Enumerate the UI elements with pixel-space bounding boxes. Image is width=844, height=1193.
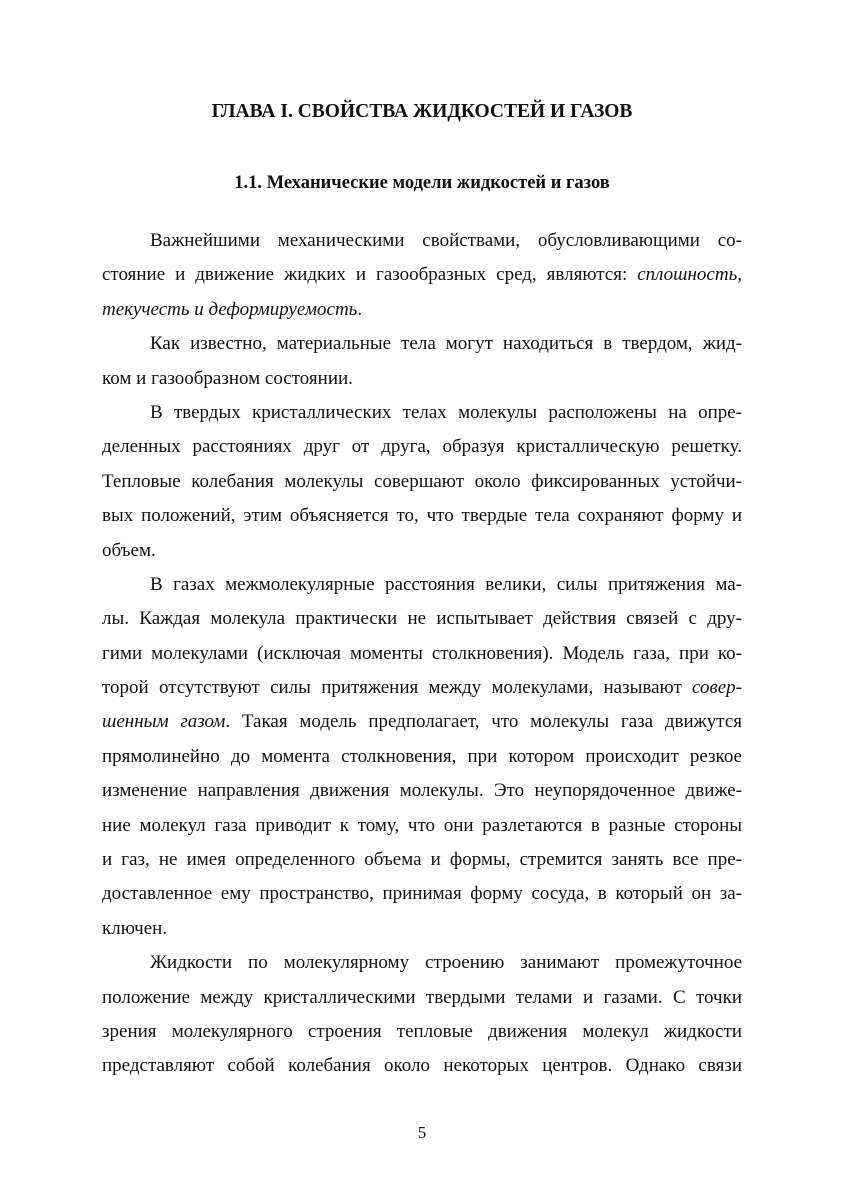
- text-line: и газ, не имея определенного объема и формы, стремится занять все пре-: [102, 849, 742, 871]
- italic-term: текучесть и деформируемость: [102, 298, 358, 320]
- text-line: деленных расстояниях друг от друга, образуя кристаллическую решетку.: [102, 436, 742, 458]
- text-line: изменение направления движения молекулы. Это неупорядоченное движе-: [102, 780, 742, 802]
- text-line: ключен.: [102, 917, 168, 939]
- text-line: В твердых кристаллических телах молекулы расположены на опре-: [150, 401, 742, 423]
- italic-term: сплошность,: [637, 264, 742, 286]
- italic-term: шенным газом: [102, 711, 226, 733]
- text-line: вых положений, этим объясняется то, что твердые тела сохраняют форму и: [102, 505, 742, 527]
- text-line: В газах межмолекулярные расстояния велики, силы притяжения ма-: [150, 573, 742, 595]
- text-line: представляют собой колебания около некоторых центров. Однако связи: [102, 1055, 742, 1077]
- text-line: [102, 258, 742, 292]
- text-span: . Такая модель предполагает, что молекулы газа движутся: [225, 711, 742, 733]
- paragraph-1: [102, 224, 742, 327]
- text-line: положение между кристаллическими твердыми телами и газами. С точки: [102, 986, 742, 1008]
- paragraph-2: [102, 327, 742, 396]
- text-line: лы. Каждая молекула практически не испытывает действия связей с дру-: [102, 608, 742, 630]
- text-line: Как известно, материальные тела могут находиться в твердом, жид-: [150, 333, 742, 355]
- paragraph-4: [102, 568, 742, 946]
- text-line: Тепловые колебания молекулы совершают около фиксированных устойчи-: [102, 470, 742, 492]
- text-line: зрения молекулярного строения тепловые движения молекул жидкости: [102, 1020, 742, 1042]
- text-line: [102, 705, 742, 739]
- paragraph-3: [102, 396, 742, 568]
- text-span: .: [357, 298, 363, 320]
- paragraph-5: [102, 946, 742, 1084]
- text-line: Важнейшими механическими свойствами, обусловливающими со-: [150, 230, 742, 251]
- section-title: 1.1. Механические модели жидкостей и газов: [234, 173, 610, 193]
- italic-term: совер-: [692, 677, 742, 699]
- page-number: 5: [417, 1123, 427, 1142]
- text-line: доставленное ему пространство, принимая форму сосуда, в который он за-: [102, 883, 742, 905]
- text-line: Жидкости по молекулярному строению занимают промежуточное: [150, 952, 742, 974]
- text-line: гими молекулами (исключая моменты столкновения). Модель газа, при ко-: [102, 642, 742, 664]
- text-line: [102, 671, 742, 705]
- text-line: прямолинейно до момента столкновения, при котором происходит резкое: [102, 745, 742, 767]
- text-line: объем.: [102, 539, 156, 561]
- chapter-title: ГЛАВА I. СВОЙСТВА ЖИДКОСТЕЙ И ГАЗОВ: [211, 101, 633, 122]
- text-span: торой отсутствуют силы притяжения между молекулами, называют: [102, 677, 693, 699]
- text-line: [102, 293, 742, 327]
- text-span: стояние и движение жидких и газообразных сред, являются:: [102, 264, 638, 286]
- body-text: [102, 224, 742, 1084]
- text-line: ком и газообразном состоянии.: [102, 367, 353, 389]
- text-line: ние молекул газа приводит к тому, что они разлетаются в разные стороны: [102, 814, 742, 836]
